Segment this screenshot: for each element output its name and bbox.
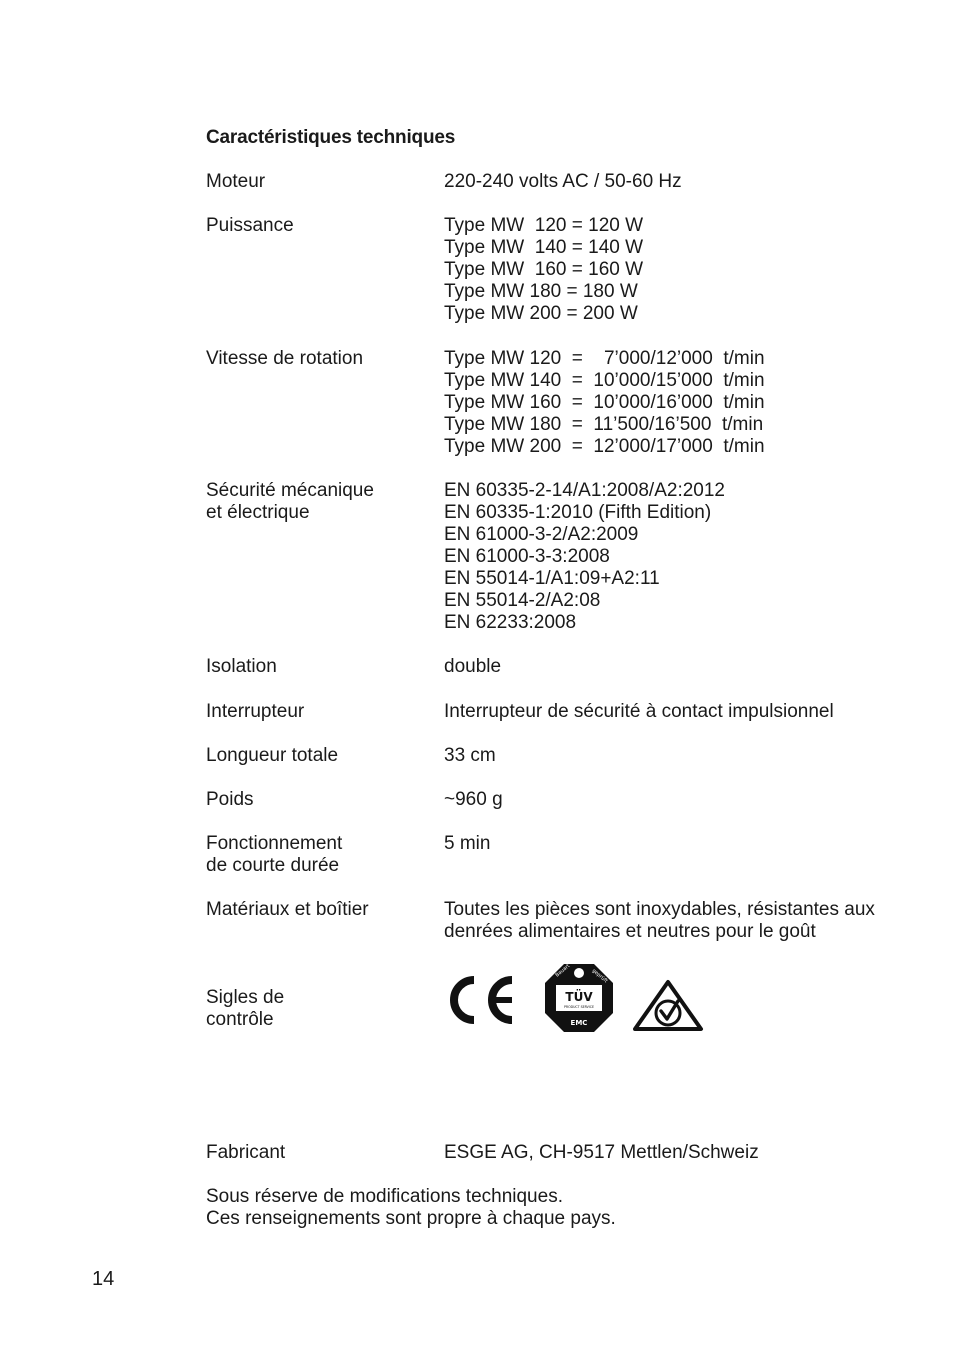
weight-label: Poids: [206, 789, 254, 810]
tuv-mark-center: TÜV: [565, 990, 593, 1004]
rcm-mark-icon: [632, 979, 704, 1033]
motor-label: Moteur: [206, 171, 266, 192]
page-number: 14: [92, 1268, 115, 1290]
speed-value: Type MW 120 = 7’000/12’000 t/min Type MW 140 = 10’000/15’000 t/min Type MW 160 = 10’000/16’000 t/min Type MW 180 = 11’500/16’500 t/min Type MW 200 = 12’000/17’000 t/min: [444, 348, 765, 457]
ce-mark-icon: [444, 972, 518, 1028]
tuv-mark-bottom: EMC: [570, 1019, 588, 1027]
switch-value: Interrupteur de sécurité à contact impulsionnel: [444, 701, 834, 722]
tuv-mark-top-right: geprüft: [590, 967, 609, 985]
weight-value: ~960 g: [444, 789, 503, 810]
materials-value: Toutes les pièces sont inoxydables, résistantes aux denrées alimentaires et neutres pour le goût: [444, 899, 875, 942]
duty-label: Fonctionnement de courte durée: [206, 833, 343, 876]
power-value: Type MW 120 = 120 W Type MW 140 = 140 W Type MW 160 = 160 W Type MW 180 = 180 W Type MW 200 = 200 W: [444, 215, 644, 324]
tuv-mark-top-left: Bauart: [554, 963, 572, 979]
insulation-label: Isolation: [206, 656, 277, 677]
safety-value: EN 60335-2-14/A1:2008/A2:2012 EN 60335-1:2010 (Fifth Edition) EN 61000-3-2/A2:2009 EN 61000-3-3:2008 EN 55014-1/A1:09+A2:11 EN 55014-2/A2:08 EN 62233:2008: [444, 480, 725, 633]
manufacturer-value: ESGE AG, CH-9517 Mettlen/Schweiz: [444, 1142, 759, 1163]
switch-label: Interrupteur: [206, 701, 305, 722]
length-value: 33 cm: [444, 745, 496, 766]
materials-label: Matériaux et boîtier: [206, 899, 369, 920]
speed-label: Vitesse de rotation: [206, 348, 364, 369]
page-title: Caractéristiques techniques: [206, 127, 456, 148]
insulation-value: double: [444, 656, 502, 677]
duty-value: 5 min: [444, 833, 491, 854]
tuv-mark-icon: [544, 963, 614, 1033]
marks-label: Sigles de contrôle: [206, 987, 285, 1030]
tuv-mark-sub: PRODUCT SERVICE: [563, 1005, 595, 1009]
power-label: Puissance: [206, 215, 294, 236]
safety-label: Sécurité mécanique et électrique: [206, 480, 374, 523]
manufacturer-label: Fabricant: [206, 1142, 286, 1163]
motor-value: 220-240 volts AC / 50-60 Hz: [444, 171, 682, 192]
length-label: Longueur totale: [206, 745, 339, 766]
notes: Sous réserve de modifications techniques. Ces renseignements sont propre à chaque pays.: [206, 1186, 616, 1229]
